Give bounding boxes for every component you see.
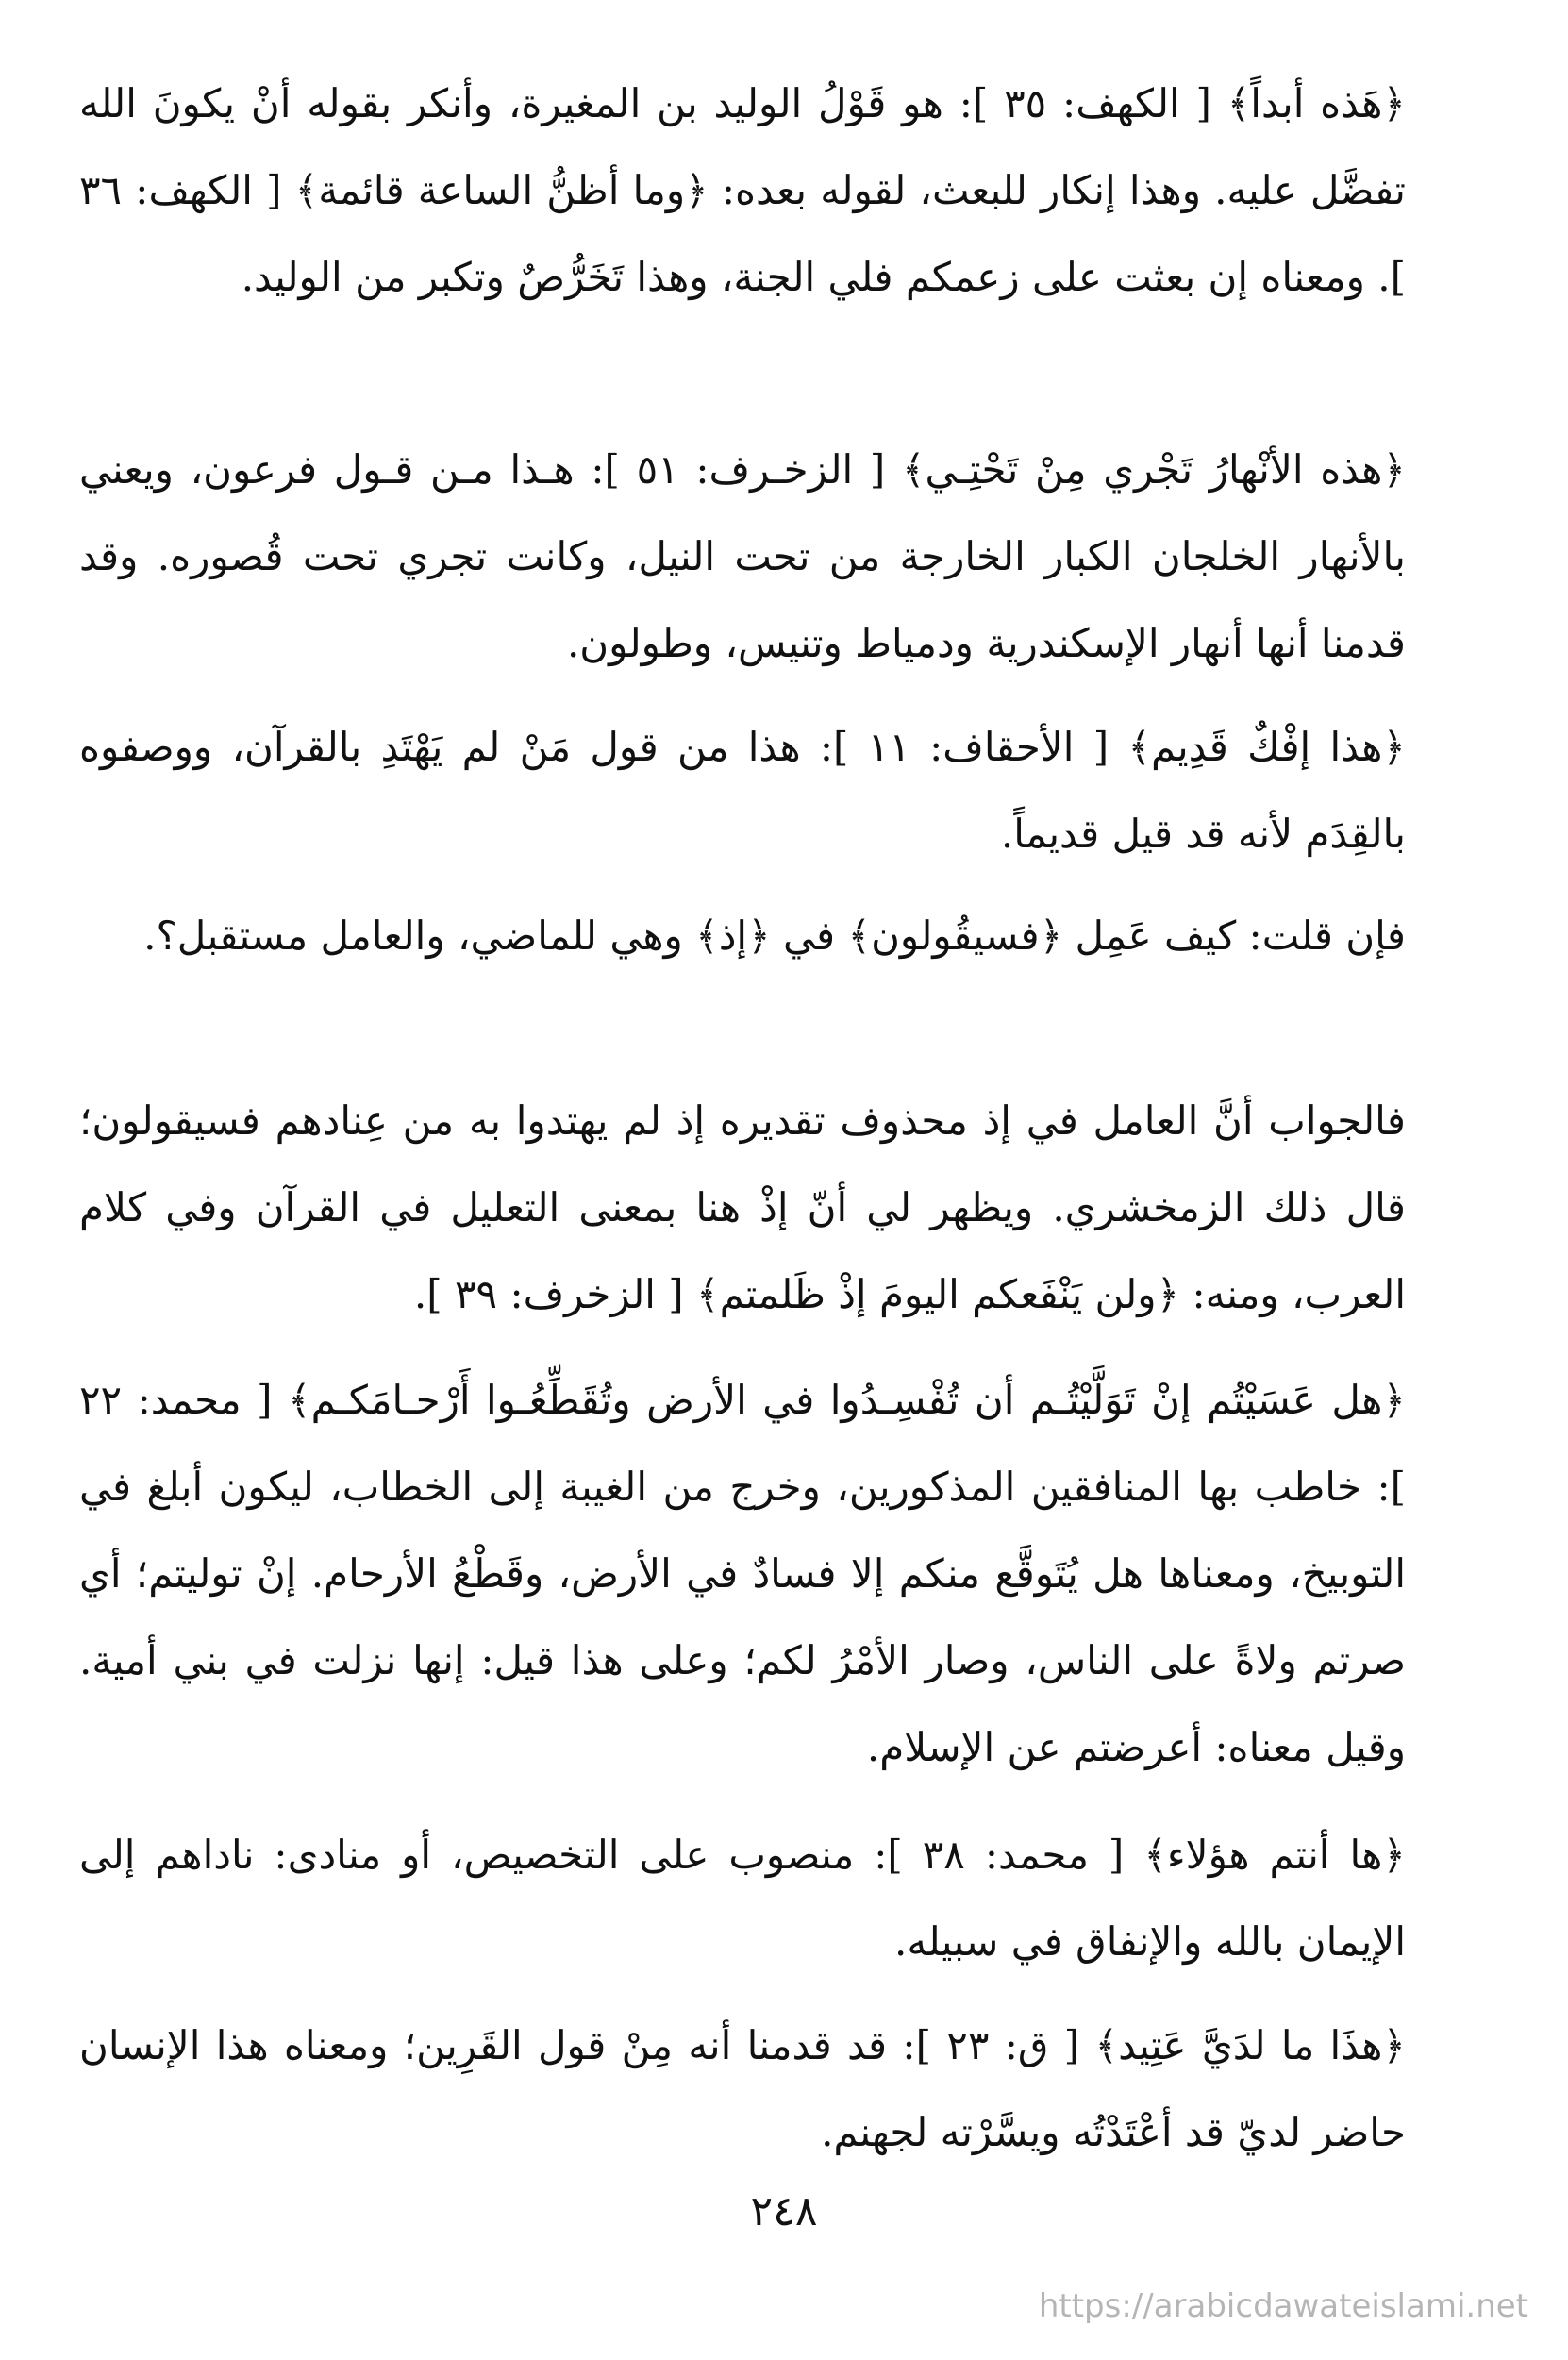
paragraph-qaf-23: ﴿هذَا ما لدَيَّ عَتِيد﴾ [ ق: ٢٣ ]: قد قدمنا أنه مِنْ قول القَرِين؛ ومعناه هذا الإنسان حاضر لديّ قد أعْتَدْتُه ويسَّرْته لجهنم. (79, 2022, 1406, 2155)
paragraph-ahqaf-11: ﴿هذا إفْكٌ قَدِيم﴾ [ الأحقاف: ١١ ]: هذا من قول مَنْ لم يَهْتَدِ بالقرآن، ووصفوه بالقِدَم لأنه قد قيل قديماً. (79, 724, 1406, 857)
page-number: ٢٤٨ (750, 2187, 818, 2235)
paragraph-answer: فالجواب أنَّ العامل في إذ محذوف تقديره إذ لم يهتدوا به من عِنادهم فسيقولون؛ قال ذلك الزمخشري. ويظهر لي أنّ إذْ هنا بمعنى التعليل في القرآن وفي كلام العرب، ومنه: ﴿ولن يَنْفَعكم اليومَ إذْ ظَلمتم﴾ [ الزخرف: ٣٩ ]. (79, 1097, 1406, 1317)
paragraph-muhammad-38: ﴿ها أنتم هؤلاء﴾ [ محمد: ٣٨ ]: منصوب على التخصيص، أو منادى: ناداهم إلى الإيمان بالله والإنفاق في سبيله. (79, 1832, 1407, 1965)
paragraph-muhammad-22: ﴿هل عَسَيْتُم إنْ تَوَلَّيْتُـم أن تُفْسِـدُوا في الأرض وتُقَطِّعُـوا أَرْحـامَكـم﴾ [ محمد: ٢٢ ]: خاطب بها المنافقين المذكورين، وخرج من الغيبة إلى الخطاب، ليكون أبلغ في التوبيخ، ومعناها هل يُتَوقَّع منكم إلا فسادٌ في الأرض، وقَطْعُ الأرحام. إنْ توليتم؛ أي صرتم ولاةً على الناس، وصار الأمْرُ لكم؛ وعلى هذا قيل: إنها نزلت في بني أمية. وقيل معناه: أعرضتم عن الإسلام. (79, 1377, 1406, 1770)
paragraph-zukhruf-51: ﴿هذه الأنْهارُ تَجْري مِنْ تَحْتِـي﴾ [ الزخـرف: ٥١ ]: هـذا مـن قـول فرعون، ويعني بالأنهار الخلجان الكبار الخارجة من تحت النيل، وكانت تجري تحت قُصوره. وقد قدمنا أنها أنهار الإسكندرية ودمياط وتنيس، وطولون. (79, 446, 1406, 666)
paragraph-question: فإن قلت: كيف عَمِل ﴿فسيقُولون﴾ في ﴿إذ﴾ وهي للماضي، والعامل مستقبل؟. (143, 912, 1406, 959)
watermark-url: https://arabicdawateislami.net (1038, 2287, 1528, 2325)
paragraph-kahf-35: ﴿هَذه أبداً﴾ [ الكهف: ٣٥ ]: هو قَوْلُ الوليد بن المغيرة، وأنكر بقوله أنْ يكونَ الله تفضَّل عليه. وهذا إنكار للبعث، لقوله بعده: ﴿وما أظنُّ الساعة قائمة﴾ [ الكهف: ٣٦ ]. ومعناه إن بعثت على زعمكم فلي الجنة، وهذا تَخَرُّصٌ وتكبر من الوليد. (79, 80, 1406, 300)
